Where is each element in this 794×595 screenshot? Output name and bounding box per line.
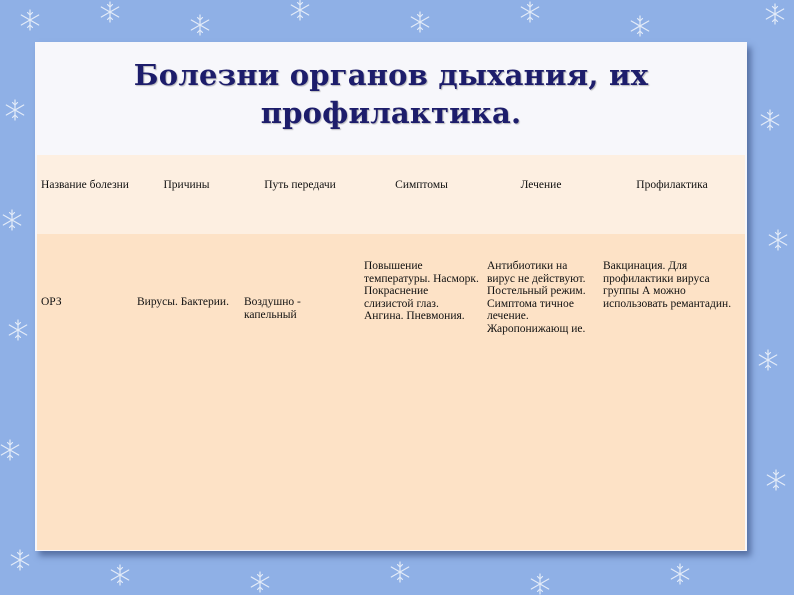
table-row [37,234,745,550]
cell-disease-name: ОРЗ [41,296,62,308]
cell-prevention: Вакцинация. Для профилактики вируса группы А можно использовать ремантадин. [603,260,732,310]
header-disease-name: Название болезни [41,179,129,191]
cell-name-wrap [37,234,133,550]
cell-causes-wrap [133,234,240,550]
header-prevention: Профилактика [636,179,708,191]
cell-treatment: Антибиотики на вирус не действуют. Постельный режим. Симптома тичное лечение. Жаропонижающ ие. [487,260,586,335]
slide [35,42,747,551]
title-line-2: профилактика. [260,96,522,130]
cell-causes: Вирусы. Бактерии. [137,296,229,308]
title-line-1: Болезни органов дыхания, их [133,58,649,92]
page-title [35,56,747,132]
cell-symptoms-wrap [360,234,483,550]
cell-symptoms: Повышение температуры. Насморк. Покраснение слизистой глаз. Ангина. Пневмония. [364,260,479,322]
header-transmission: Путь передачи [264,179,336,191]
table-header-row [37,155,745,234]
diseases-table [37,155,745,550]
cell-transmission-wrap [240,234,360,550]
header-causes: Причины [163,179,210,191]
header-symptoms: Симптомы [395,179,448,191]
cell-treatment-wrap [483,234,599,550]
cell-prevention-wrap [599,234,745,550]
cell-transmission: Воздушно - капельный [244,296,301,321]
header-treatment: Лечение [520,179,562,191]
